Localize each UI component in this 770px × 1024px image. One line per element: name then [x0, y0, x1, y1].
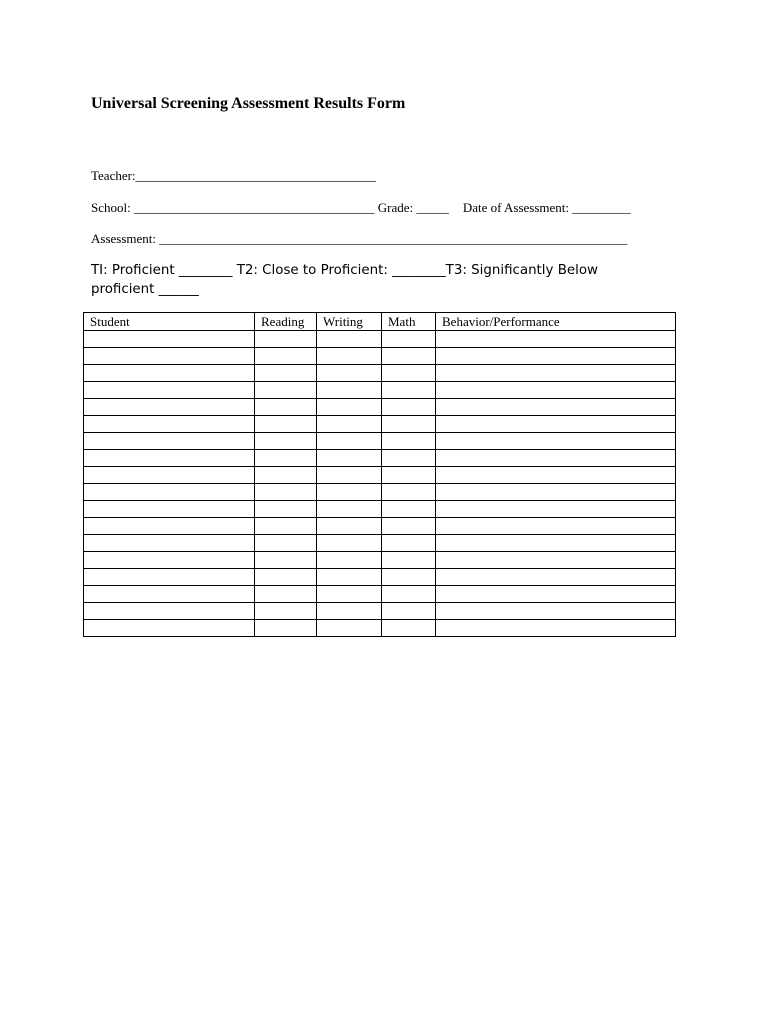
table-cell-behavior[interactable] [436, 586, 676, 603]
table-cell-math[interactable] [382, 467, 436, 484]
table-cell-writing[interactable] [317, 365, 382, 382]
table-cell-student[interactable] [84, 620, 255, 637]
table-cell-writing[interactable] [317, 433, 382, 450]
table-cell-writing[interactable] [317, 620, 382, 637]
table-cell-reading[interactable] [255, 552, 317, 569]
table-cell-math[interactable] [382, 569, 436, 586]
table-cell-reading[interactable] [255, 382, 317, 399]
table-cell-math[interactable] [382, 535, 436, 552]
table-cell-behavior[interactable] [436, 620, 676, 637]
table-cell-reading[interactable] [255, 518, 317, 535]
table-cell-writing[interactable] [317, 552, 382, 569]
table-cell-writing[interactable] [317, 348, 382, 365]
tier-levels-text: TI: Proficient ________ T2: Close to Proficient: ________T3: Significantly Below proficient ______ [91, 263, 598, 297]
table-cell-math[interactable] [382, 484, 436, 501]
table-body [84, 331, 676, 637]
table-cell-behavior[interactable] [436, 467, 676, 484]
table-cell-writing[interactable] [317, 535, 382, 552]
column-header-reading: Reading [255, 313, 317, 331]
table-cell-student[interactable] [84, 569, 255, 586]
table-cell-math[interactable] [382, 399, 436, 416]
table-cell-writing[interactable] [317, 484, 382, 501]
table-header-row [84, 313, 676, 331]
table-cell-behavior[interactable] [436, 535, 676, 552]
table-cell-writing[interactable] [317, 518, 382, 535]
table-cell-reading[interactable] [255, 586, 317, 603]
table-cell-math[interactable] [382, 348, 436, 365]
table-cell-reading[interactable] [255, 365, 317, 382]
table-cell-student[interactable] [84, 586, 255, 603]
table-cell-writing[interactable] [317, 569, 382, 586]
table-cell-math[interactable] [382, 433, 436, 450]
table-cell-reading[interactable] [255, 484, 317, 501]
table-cell-student[interactable] [84, 552, 255, 569]
table-cell-student[interactable] [84, 518, 255, 535]
table-row [84, 484, 676, 501]
table-cell-reading[interactable] [255, 331, 317, 348]
table-row [84, 399, 676, 416]
table-cell-math[interactable] [382, 501, 436, 518]
table-row [84, 467, 676, 484]
table-cell-behavior[interactable] [436, 348, 676, 365]
table-cell-behavior[interactable] [436, 501, 676, 518]
table-cell-writing[interactable] [317, 331, 382, 348]
table-cell-writing[interactable] [317, 467, 382, 484]
school-grade-date-row [91, 200, 631, 216]
table-cell-reading[interactable] [255, 433, 317, 450]
table-cell-writing[interactable] [317, 450, 382, 467]
column-header-student: Student [84, 313, 255, 331]
table-row [84, 365, 676, 382]
table-cell-reading[interactable] [255, 399, 317, 416]
table-cell-behavior[interactable] [436, 399, 676, 416]
table-cell-writing[interactable] [317, 416, 382, 433]
table-row [84, 433, 676, 450]
table-cell-behavior[interactable] [436, 569, 676, 586]
form-title: Universal Screening Assessment Results Form [91, 95, 406, 112]
table-cell-student[interactable] [84, 331, 255, 348]
table-cell-math[interactable] [382, 552, 436, 569]
school-grade-field[interactable]: School: _____________________________________ Grade: _____ [91, 200, 449, 215]
table-cell-behavior[interactable] [436, 450, 676, 467]
table-cell-writing[interactable] [317, 399, 382, 416]
table-cell-behavior[interactable] [436, 552, 676, 569]
table-cell-writing[interactable] [317, 603, 382, 620]
table-cell-reading[interactable] [255, 416, 317, 433]
table-cell-math[interactable] [382, 603, 436, 620]
teacher-field[interactable]: Teacher:_____________________________________ [91, 168, 377, 183]
table-row [84, 603, 676, 620]
results-table [83, 312, 676, 637]
table-cell-student[interactable] [84, 365, 255, 382]
table-cell-math[interactable] [382, 450, 436, 467]
date-of-assessment-field[interactable]: Date of Assessment: _________ [462, 200, 631, 215]
table-cell-reading[interactable] [255, 620, 317, 637]
table-cell-reading[interactable] [255, 348, 317, 365]
table-cell-writing[interactable] [317, 382, 382, 399]
table-row [84, 535, 676, 552]
table-cell-student[interactable] [84, 535, 255, 552]
table-cell-math[interactable] [382, 331, 436, 348]
table-cell-writing[interactable] [317, 501, 382, 518]
table-cell-math[interactable] [382, 416, 436, 433]
table-cell-math[interactable] [382, 365, 436, 382]
table-cell-reading[interactable] [255, 535, 317, 552]
table-cell-student[interactable] [84, 603, 255, 620]
table-cell-student[interactable] [84, 382, 255, 399]
table-cell-student[interactable] [84, 484, 255, 501]
table-cell-reading[interactable] [255, 467, 317, 484]
table-cell-math[interactable] [382, 620, 436, 637]
table-cell-reading[interactable] [255, 603, 317, 620]
column-header-math: Math [382, 313, 436, 331]
table-row [84, 620, 676, 637]
table-cell-reading[interactable] [255, 569, 317, 586]
table-row [84, 382, 676, 399]
table-cell-student[interactable] [84, 399, 255, 416]
table-cell-behavior[interactable] [436, 603, 676, 620]
table-row [84, 501, 676, 518]
table-cell-student[interactable] [84, 501, 255, 518]
table-cell-math[interactable] [382, 518, 436, 535]
table-cell-behavior[interactable] [436, 382, 676, 399]
column-header-behavior: Behavior/Performance [436, 313, 676, 331]
table-cell-behavior[interactable] [436, 433, 676, 450]
table-row [84, 416, 676, 433]
table-cell-math[interactable] [382, 382, 436, 399]
table-row [84, 569, 676, 586]
table-cell-reading[interactable] [255, 501, 317, 518]
column-header-writing: Writing [317, 313, 382, 331]
table-cell-student[interactable] [84, 348, 255, 365]
table-cell-behavior[interactable] [436, 518, 676, 535]
table-cell-student[interactable] [84, 416, 255, 433]
table-cell-student[interactable] [84, 433, 255, 450]
table-cell-student[interactable] [84, 467, 255, 484]
table-row [84, 450, 676, 467]
table-cell-behavior[interactable] [436, 365, 676, 382]
table-cell-behavior[interactable] [436, 484, 676, 501]
table-row [84, 552, 676, 569]
table-row [84, 586, 676, 603]
table-cell-math[interactable] [382, 586, 436, 603]
table-cell-behavior[interactable] [436, 416, 676, 433]
table-cell-behavior[interactable] [436, 331, 676, 348]
table-cell-reading[interactable] [255, 450, 317, 467]
table-cell-student[interactable] [84, 450, 255, 467]
table-cell-writing[interactable] [317, 586, 382, 603]
table-row [84, 331, 676, 348]
table-row [84, 518, 676, 535]
table-row [84, 348, 676, 365]
assessment-field[interactable]: Assessment: ________________________________________________________________________ [91, 231, 628, 246]
